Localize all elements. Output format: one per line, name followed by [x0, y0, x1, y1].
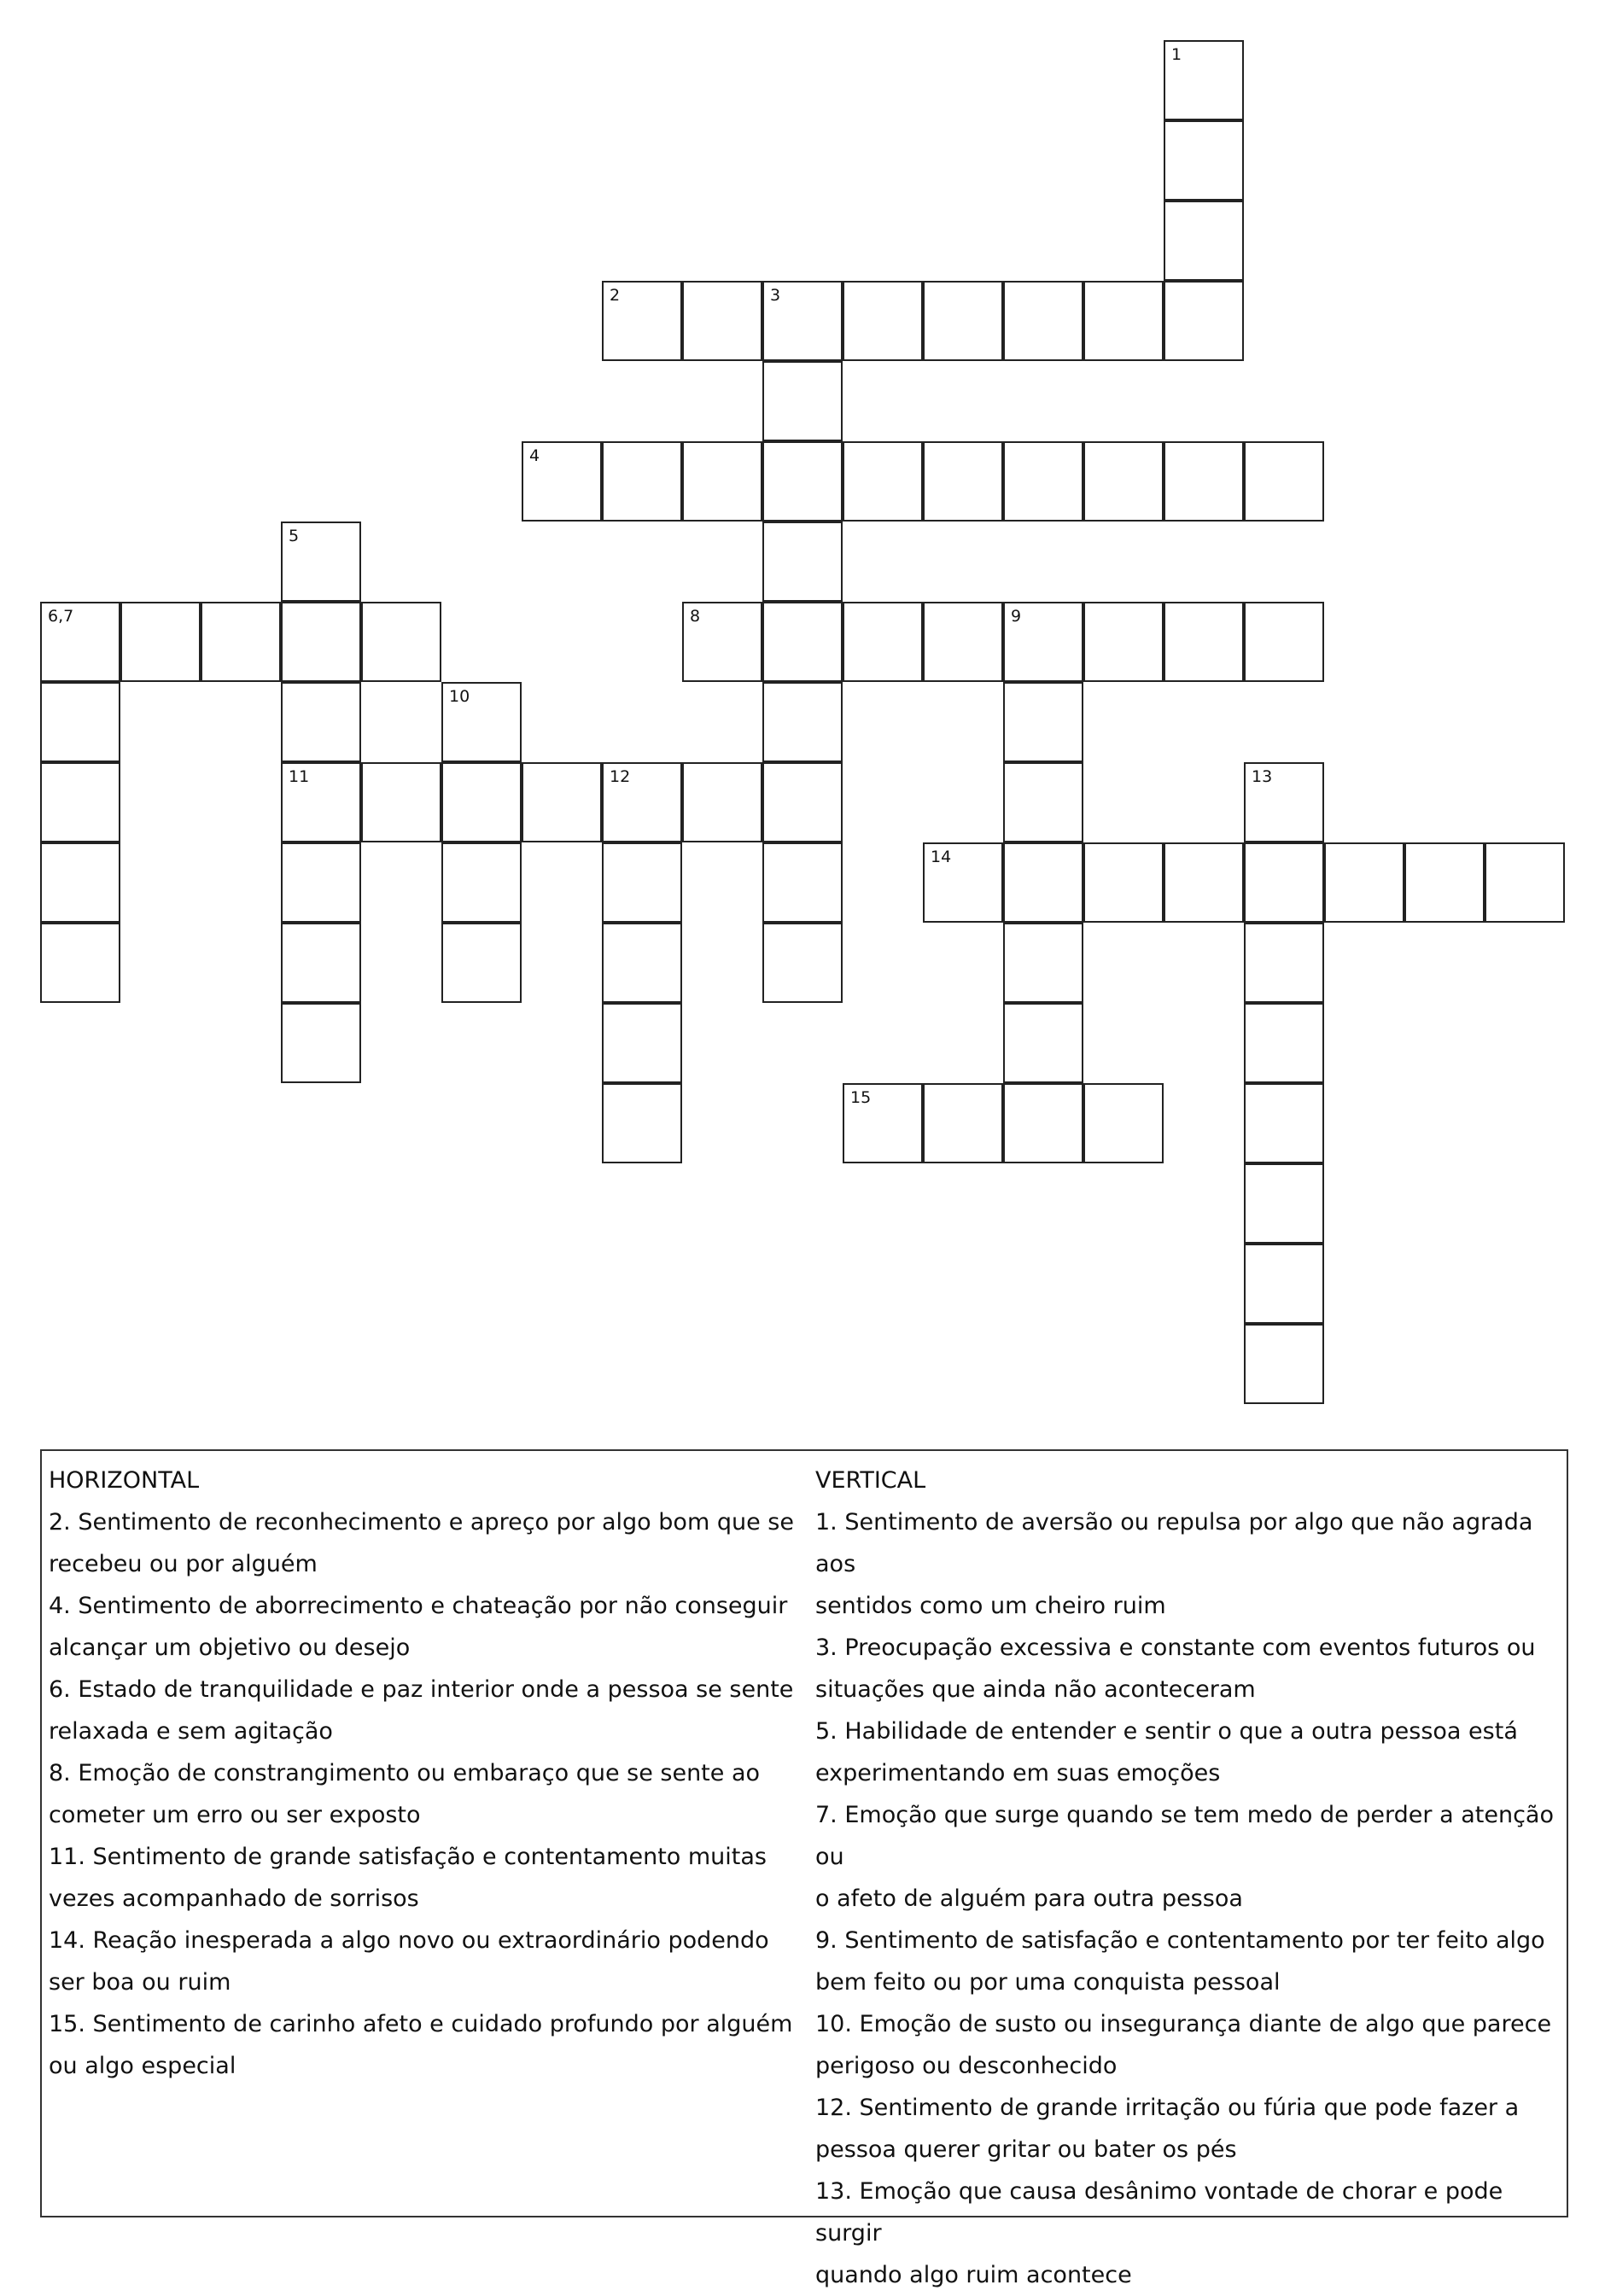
crossword-cell[interactable]	[1244, 1003, 1324, 1083]
vertical-clue-line: 9. Sentimento de satisfação e contentamento por ter feito algo	[815, 1927, 1545, 1954]
crossword-cell[interactable]	[40, 842, 120, 923]
vertical-clue-line: o afeto de alguém para outra pessoa	[815, 1885, 1243, 1912]
vertical-clue-line: 3. Preocupação excessiva e constante com eventos futuros ou	[815, 1635, 1536, 1661]
horizontal-clue-list	[49, 1501, 800, 2087]
crossword-cell[interactable]	[1003, 281, 1083, 361]
clues-box	[40, 1449, 1568, 2288]
clue-number: 8	[690, 607, 701, 626]
crossword-cell[interactable]	[281, 762, 361, 842]
vertical-clue-line: perigoso ou desconhecido	[815, 2053, 1118, 2079]
crossword-cell[interactable]	[1244, 1244, 1324, 1324]
crossword-cell[interactable]	[762, 682, 843, 762]
crossword-cell[interactable]	[1244, 441, 1324, 522]
crossword-cell[interactable]	[923, 602, 1003, 682]
crossword-cell[interactable]	[682, 441, 762, 522]
crossword-cell[interactable]	[762, 361, 843, 441]
crossword-cell[interactable]	[923, 441, 1003, 522]
crossword-cell[interactable]	[361, 602, 441, 682]
horizontal-clue-line: 6. Estado de tranquilidade e paz interior onde a pessoa se sente	[49, 1676, 794, 1703]
crossword-cell[interactable]	[441, 923, 522, 1003]
clue-number: 2	[610, 286, 621, 305]
vertical-title: VERTICAL	[815, 1467, 926, 1494]
vertical-clue-line: 10. Emoção de susto ou insegurança diante de algo que parece	[815, 2011, 1552, 2037]
crossword-cell[interactable]	[762, 281, 843, 361]
crossword-cell[interactable]	[602, 441, 682, 522]
crossword-cell[interactable]	[1244, 762, 1324, 842]
vertical-clue-line: situações que ainda não aconteceram	[815, 1676, 1256, 1703]
crossword-cell[interactable]	[1244, 1083, 1324, 1163]
vertical-clue-line: 7. Emoção que surge quando se tem medo de perder a atenção ou	[815, 1802, 1554, 1870]
crossword-cell[interactable]	[1083, 441, 1164, 522]
clue-number: 14	[931, 848, 952, 866]
crossword-cell[interactable]	[40, 923, 120, 1003]
crossword-cell[interactable]	[40, 682, 120, 762]
crossword-cell[interactable]	[1003, 842, 1083, 923]
crossword-cell[interactable]	[522, 762, 602, 842]
crossword-cell[interactable]	[441, 682, 522, 762]
crossword-cell[interactable]	[843, 1083, 923, 1163]
horizontal-clue-line: vezes acompanhado de sorrisos	[49, 1885, 419, 1912]
horizontal-clue-line: 2. Sentimento de reconhecimento e apreço por algo bom que se	[49, 1509, 794, 1536]
horizontal-clue-line: 4. Sentimento de aborrecimento e chateação por não conseguir	[49, 1593, 788, 1619]
crossword-cell[interactable]	[762, 923, 843, 1003]
crossword-cell[interactable]	[281, 522, 361, 602]
crossword-cell[interactable]	[1244, 842, 1324, 923]
crossword-cell[interactable]	[1003, 682, 1083, 762]
crossword-cell[interactable]	[1083, 602, 1164, 682]
crossword-cell[interactable]	[1244, 923, 1324, 1003]
crossword-cell[interactable]	[1244, 602, 1324, 682]
clue-number: 10	[449, 687, 470, 706]
crossword-cell[interactable]	[441, 842, 522, 923]
clue-number: 1	[1171, 45, 1182, 64]
vertical-clue-line: pessoa querer gritar ou bater os pés	[815, 2136, 1237, 2163]
crossword-cell[interactable]	[923, 281, 1003, 361]
crossword-cell[interactable]	[1244, 1163, 1324, 1244]
horizontal-clues	[49, 1460, 800, 2087]
clue-number: 15	[850, 1088, 872, 1107]
clue-number: 11	[289, 767, 310, 786]
crossword-cell[interactable]	[1003, 1003, 1083, 1083]
crossword-cell[interactable]	[602, 762, 682, 842]
crossword-cell[interactable]	[201, 602, 281, 682]
crossword-cell[interactable]	[1164, 281, 1244, 361]
crossword-cell[interactable]	[762, 762, 843, 842]
crossword-cell[interactable]	[40, 762, 120, 842]
crossword-cell[interactable]	[281, 602, 361, 682]
crossword-cell[interactable]	[1244, 1324, 1324, 1404]
horizontal-clue-line: recebeu ou por alguém	[49, 1551, 318, 1577]
crossword-cell[interactable]	[522, 441, 602, 522]
crossword-cell[interactable]	[1164, 40, 1244, 120]
crossword-cell[interactable]	[1164, 441, 1244, 522]
clue-number: 4	[529, 446, 540, 465]
vertical-clue-line: experimentando em suas emoções	[815, 1760, 1221, 1786]
crossword-cell[interactable]	[281, 923, 361, 1003]
vertical-clue-line: 1. Sentimento de aversão ou repulsa por algo que não agrada aos	[815, 1509, 1533, 1577]
horizontal-clue-line: 11. Sentimento de grande satisfação e contentamento muitas	[49, 1844, 767, 1870]
crossword-cell[interactable]	[441, 762, 522, 842]
crossword-cell[interactable]	[843, 602, 923, 682]
crossword-cell[interactable]	[1164, 120, 1244, 201]
horizontal-clue-line: 14. Reação inesperada a algo novo ou extraordinário podendo	[49, 1927, 769, 1954]
vertical-clue-line: 13. Emoção que causa desânimo vontade de chorar e pode surgir	[815, 2178, 1503, 2246]
vertical-clue-line: quando algo ruim acontece	[815, 2262, 1132, 2288]
crossword-cell[interactable]	[1003, 923, 1083, 1003]
horizontal-clue-line: ser boa ou ruim	[49, 1969, 231, 1996]
crossword-cell[interactable]	[361, 762, 441, 842]
horizontal-clue-line: relaxada e sem agitação	[49, 1718, 333, 1745]
crossword-cell[interactable]	[602, 1003, 682, 1083]
crossword-cell[interactable]	[1404, 842, 1485, 923]
crossword-cell[interactable]	[923, 842, 1003, 923]
clue-number: 13	[1252, 767, 1273, 786]
crossword-cell[interactable]	[682, 281, 762, 361]
crossword-cell[interactable]	[1164, 842, 1244, 923]
crossword-cell[interactable]	[682, 602, 762, 682]
crossword-cell[interactable]	[1485, 842, 1565, 923]
clue-number: 6,7	[48, 607, 74, 626]
crossword-cell[interactable]	[1083, 842, 1164, 923]
crossword-cell[interactable]	[923, 1083, 1003, 1163]
horizontal-clue-line: cometer um erro ou ser exposto	[49, 1802, 421, 1828]
crossword-cell[interactable]	[843, 441, 923, 522]
clue-number: 12	[610, 767, 631, 786]
clue-number: 3	[770, 286, 781, 305]
crossword-cell[interactable]	[843, 281, 923, 361]
crossword-cell[interactable]	[602, 281, 682, 361]
vertical-clues	[815, 1460, 1567, 2296]
horizontal-clue-line: alcançar um objetivo ou desejo	[49, 1635, 411, 1661]
crossword-cell[interactable]	[281, 842, 361, 923]
clue-number: 9	[1011, 607, 1022, 626]
crossword-cell[interactable]	[762, 602, 843, 682]
clue-number: 5	[289, 527, 300, 545]
vertical-clue-line: bem feito ou por uma conquista pessoal	[815, 1969, 1281, 1996]
crossword-cell[interactable]	[1003, 602, 1083, 682]
vertical-clue-line: sentidos como um cheiro ruim	[815, 1593, 1166, 1619]
crossword-cell[interactable]	[602, 923, 682, 1003]
crossword-cell[interactable]	[1083, 281, 1164, 361]
crossword-cell[interactable]	[40, 602, 120, 682]
crossword-cell[interactable]	[762, 441, 843, 522]
crossword-cell[interactable]	[120, 602, 201, 682]
crossword-cell[interactable]	[762, 522, 843, 602]
crossword-cell[interactable]	[602, 842, 682, 923]
vertical-clue-list	[815, 1501, 1567, 2296]
vertical-clue-line: 5. Habilidade de entender e sentir o que a outra pessoa está	[815, 1718, 1518, 1745]
crossword-cell[interactable]	[682, 762, 762, 842]
horizontal-clue-line: ou algo especial	[49, 2053, 236, 2079]
horizontal-title: HORIZONTAL	[49, 1467, 200, 1494]
crossword-cell[interactable]	[1003, 441, 1083, 522]
horizontal-clue-line: 8. Emoção de constrangimento ou embaraço que se sente ao	[49, 1760, 761, 1786]
crossword-cell[interactable]	[1164, 201, 1244, 281]
crossword-cell[interactable]	[602, 1083, 682, 1163]
horizontal-clue-line: 15. Sentimento de carinho afeto e cuidado profundo por alguém	[49, 2011, 793, 2037]
crossword-cell[interactable]	[1003, 762, 1083, 842]
crossword-cell[interactable]	[281, 682, 361, 762]
crossword-cell[interactable]	[1083, 1083, 1164, 1163]
crossword-cell[interactable]	[1164, 602, 1244, 682]
crossword-cell[interactable]	[762, 842, 843, 923]
crossword-cell[interactable]	[281, 1003, 361, 1083]
crossword-cell[interactable]	[1324, 842, 1404, 923]
crossword-cell[interactable]	[1003, 1083, 1083, 1163]
vertical-clue-line: 12. Sentimento de grande irritação ou fúria que pode fazer a	[815, 2095, 1520, 2121]
